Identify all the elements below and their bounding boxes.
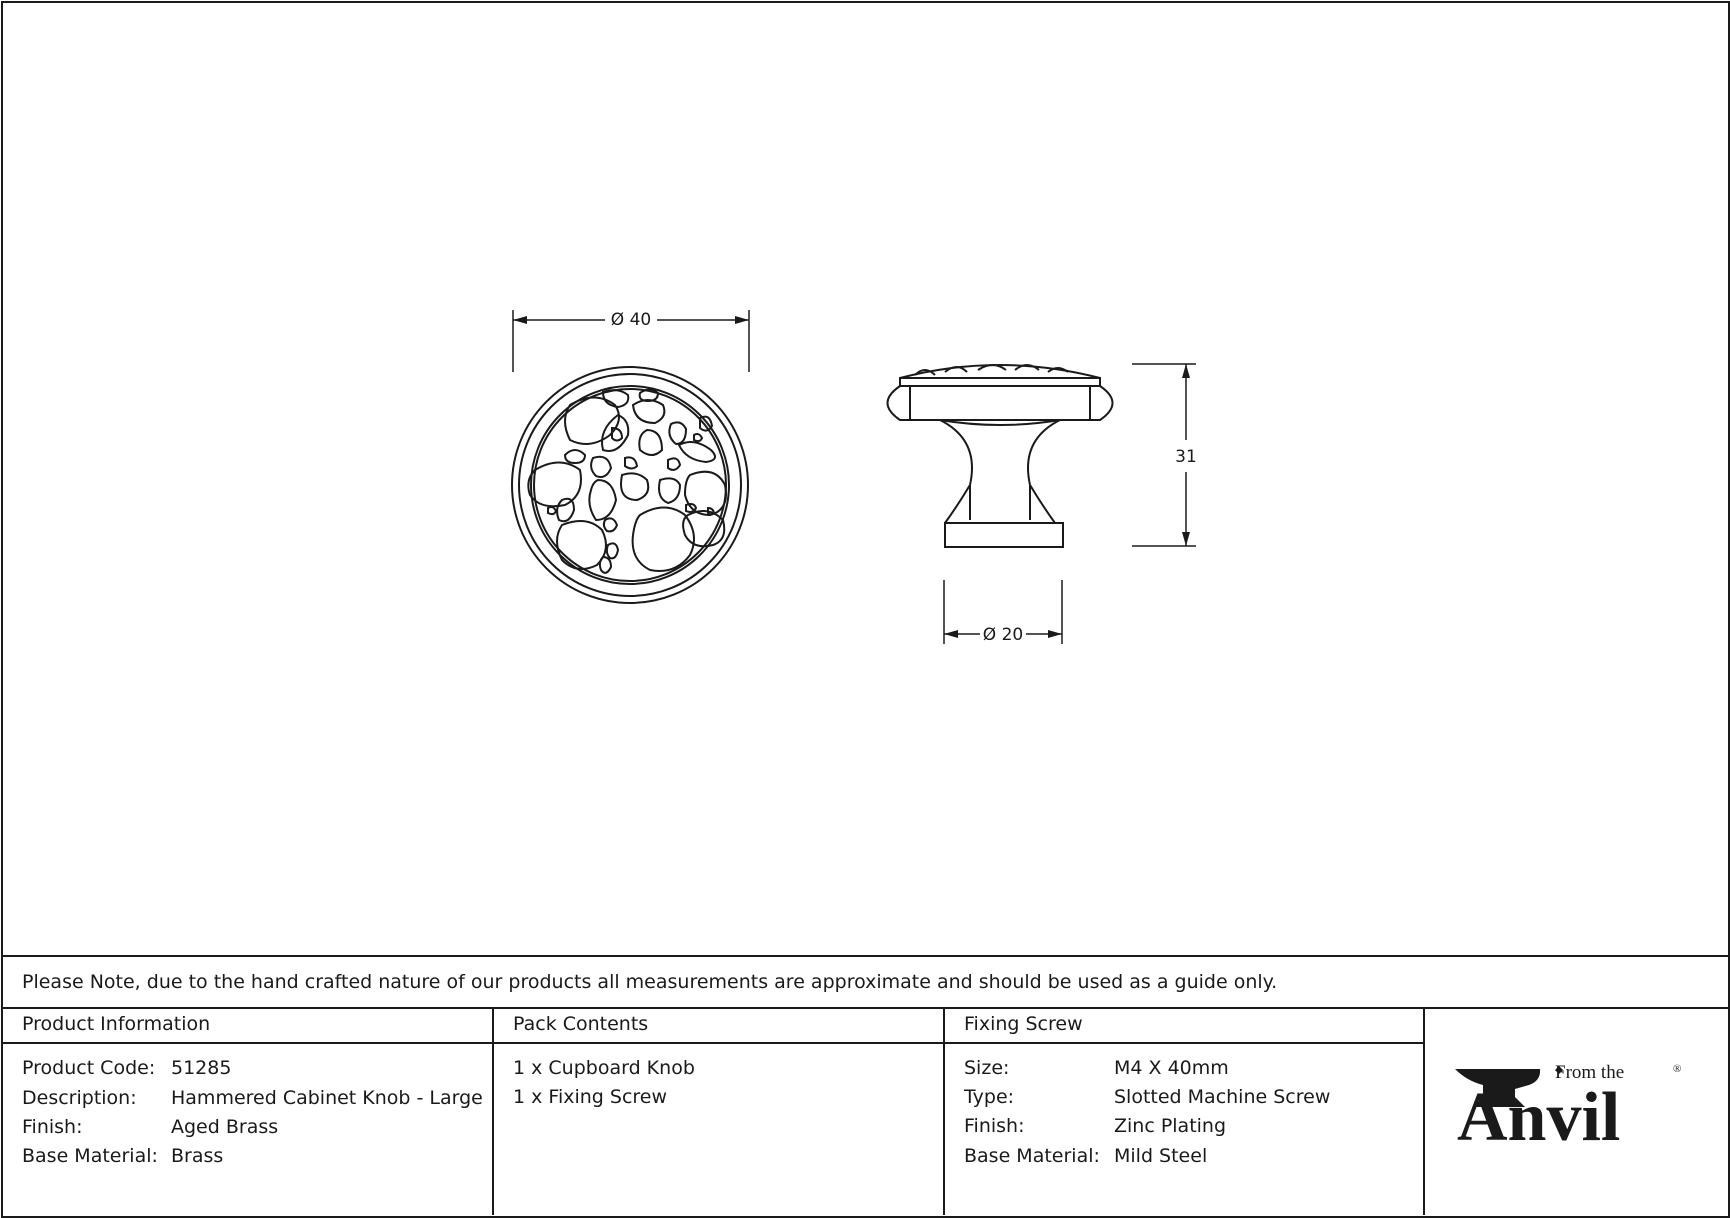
dim-height-label: 31	[1175, 447, 1197, 467]
logo-small-text: From the	[1555, 1062, 1625, 1083]
screw-base-material-value: Mild Steel	[1114, 1145, 1208, 1167]
from-the-anvil-logo	[1445, 1055, 1685, 1155]
dim-top-diameter-label: Ø 40	[610, 310, 652, 330]
logo-big-text: Anvil	[1457, 1079, 1621, 1155]
pack-item: 1 x Fixing Screw	[513, 1086, 668, 1108]
divider-note-bottom	[1, 1007, 1728, 1009]
divider-note-top	[1, 955, 1728, 957]
product-information-heading: Product Information	[22, 1013, 211, 1035]
screw-size-label: Size:	[964, 1057, 1010, 1079]
base-material-value: Brass	[171, 1145, 224, 1167]
finish-value: Aged Brass	[171, 1116, 279, 1138]
product-code-label: Product Code:	[22, 1057, 156, 1079]
base-material-label: Base Material:	[22, 1145, 158, 1167]
screw-finish-value: Zinc Plating	[1114, 1115, 1227, 1137]
screw-type-value: Slotted Machine Screw	[1114, 1086, 1331, 1108]
description-label: Description:	[22, 1087, 137, 1109]
dim-base-diameter-label: Ø 20	[982, 625, 1024, 645]
divider-heading-bottom	[1, 1042, 1425, 1044]
measurement-note: Please Note, due to the hand crafted nature of our products all measurements are approximate and should be used as a guide only.	[22, 971, 1278, 993]
screw-size-value: M4 X 40mm	[1114, 1057, 1229, 1079]
pack-contents-heading: Pack Contents	[513, 1013, 649, 1035]
registered-mark: ®	[1673, 1063, 1682, 1075]
screw-base-material-label: Base Material:	[964, 1145, 1100, 1167]
screw-type-label: Type:	[964, 1086, 1015, 1108]
knob-side-view	[888, 365, 1113, 547]
divider-col-2	[943, 1007, 945, 1215]
product-code-value: 51285	[171, 1057, 232, 1079]
fixing-screw-heading: Fixing Screw	[964, 1013, 1083, 1035]
pack-item: 1 x Cupboard Knob	[513, 1057, 695, 1079]
screw-finish-label: Finish:	[964, 1115, 1025, 1137]
divider-col-3	[1423, 1007, 1425, 1215]
description-value: Hammered Cabinet Knob - Large	[171, 1087, 483, 1109]
finish-label: Finish:	[22, 1116, 83, 1138]
divider-col-1	[492, 1007, 494, 1215]
knob-top-view	[512, 367, 748, 603]
